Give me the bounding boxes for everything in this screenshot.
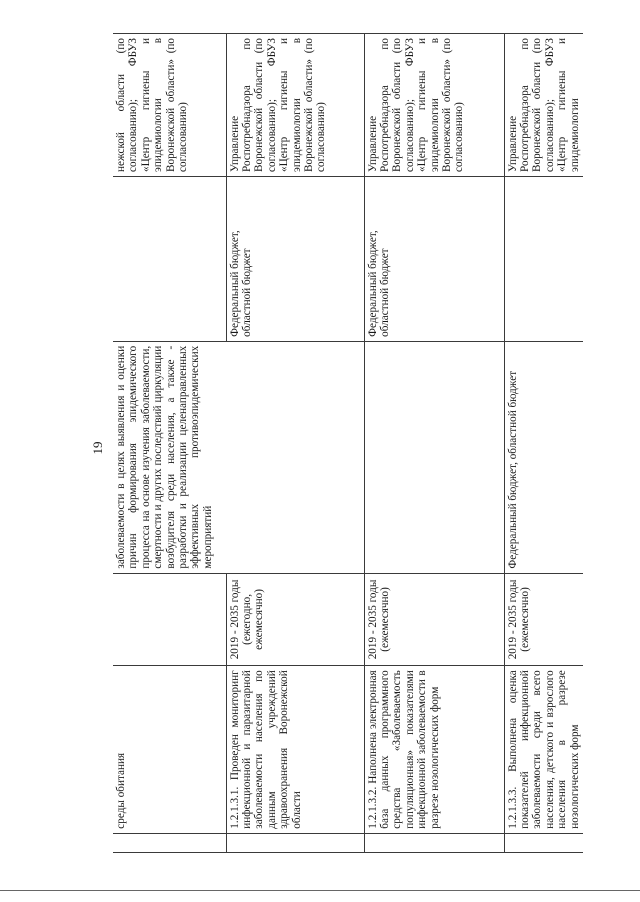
- cell-goal: [364, 341, 504, 573]
- page-bottom-rule: [0, 890, 640, 891]
- cell-blank: [364, 833, 504, 852]
- cell-executors: Управление Роспотребнадзора по Воронежской области (по согласованию); ФБУЗ «Центр гигиены и эпидемиологии: [504, 34, 583, 177]
- cell-funding: [504, 176, 583, 341]
- cell-item: 1.2.1.3.3. Выполнена оценка показателей инфекционной заболеваемости среди всего населения, детского и взрослого населения в разрезе нозологических форм: [504, 666, 583, 833]
- cell-funding: Федеральный бюджет, областной бюджет: [226, 176, 364, 341]
- cell-item: среды обитания: [113, 666, 226, 833]
- cell-goal: Федеральный бюджет, областной бюджет: [504, 341, 583, 573]
- table-row: [364, 34, 504, 853]
- cell-executors: нежской области (по согласованию); ФБУЗ «Центр гигиены и эпидемиологии в Воронежской области» (по согласованию): [113, 34, 226, 177]
- cell-period: 2019 - 2035 годы (ежегодно, ежемесячно): [226, 573, 364, 666]
- cell-period: 2019 - 2035 годы (ежемесячно): [504, 573, 583, 666]
- cell-blank: [226, 833, 364, 852]
- cell-item: 1.2.1.3.2. Наполнена электронная база данных программного средства «Заболеваемость популяционная» показателями инфекционной заболеваемости в разрезе нозологических форм: [364, 666, 504, 833]
- rotated-table-wrapper: [113, 33, 581, 853]
- cell-period: 2019 - 2035 годы (ежемесячно): [364, 573, 504, 666]
- page-number: 19: [90, 441, 105, 455]
- cell-blank: [504, 833, 583, 852]
- cell-blank: [113, 833, 226, 852]
- cell-executors: Управление Роспотребнадзора по Воронежской области (по согласованию); ФБУЗ «Центр гигиены и эпидемиологии в Воронежской области» (по согласованию): [364, 34, 504, 177]
- table-row: [504, 34, 583, 853]
- measures-table: [113, 33, 583, 853]
- cell-funding: Федеральный бюджет, областной бюджет: [364, 176, 504, 341]
- cell-item: 1.2.1.3.1. Проведен мониторинг инфекционной и паразитарной заболеваемости населения по данным учреждений здравоохранения Воронежской области: [226, 666, 364, 833]
- cell-period: [113, 573, 226, 666]
- cell-funding: [113, 176, 226, 341]
- cell-goal: заболеваемости в целях выявления и оценки причин формирования эпидемического процесса на основе изучения заболеваемости, смертности и других последствий циркуляции возбудителя среди населения, а также - разработки и реализации целенаправленных эффективных противоэпидемических мероприятий: [113, 341, 364, 573]
- table-row: [113, 34, 226, 853]
- cell-executors: Управление Роспотребнадзора по Воронежской области (по согласованию); ФБУЗ «Центр гигиены и эпидемиологии в Воронежской области» (по согласованию): [226, 34, 364, 177]
